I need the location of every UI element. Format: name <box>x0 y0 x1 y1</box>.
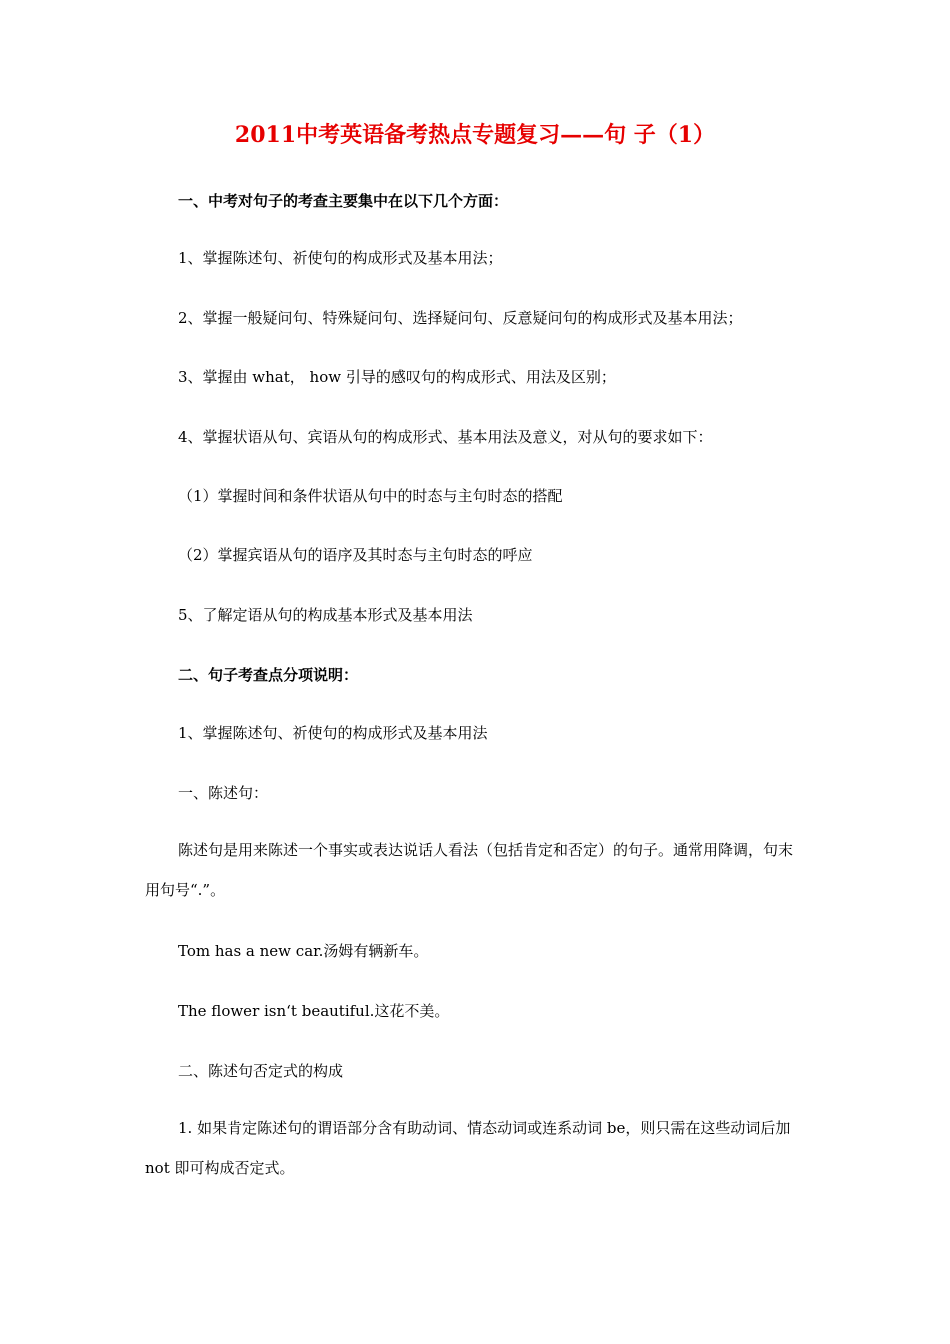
list-item: （1）掌握时间和条件状语从句中的时态与主句时态的搭配 <box>178 487 563 505</box>
list-item: 4、掌握状语从句、宾语从句的构成形式、基本用法及意义，对从句的要求如下： <box>178 428 713 446</box>
rule-paragraph: 1. 如果肯定陈述句的谓语部分含有助动词、情态动词或连系动词 be，则只需在这些动词后加 not 即可构成否定式。 <box>145 1119 791 1177</box>
list-item: （2）掌握宾语从句的语序及其时态与主句时态的呼应 <box>178 546 533 564</box>
subsection-heading: 一、陈述句： <box>178 784 269 802</box>
definition-paragraph: 陈述句是用来陈述一个事实或表达说话人看法（包括肯定和否定）的句子。通常用降调，句末用句号“.”。 <box>145 841 794 899</box>
section-heading-1: 一、中考对句子的考查主要集中在以下几个方面： <box>178 192 509 210</box>
document-title: 2011中考英语备考热点专题复习——句 子（1） <box>234 122 716 148</box>
section-heading-2: 二、句子考查点分项说明： <box>178 666 359 684</box>
subsection-heading: 1、掌握陈述句、祈使句的构成形式及基本用法 <box>178 724 488 742</box>
list-item: 1、掌握陈述句、祈使句的构成形式及基本用法； <box>178 249 503 267</box>
list-item: 3、掌握由 what， how 引导的感叹句的构成形式、用法及区别； <box>178 368 616 386</box>
list-item: 5、了解定语从句的构成基本形式及基本用法 <box>178 606 473 624</box>
list-item: 2、掌握一般疑问句、特殊疑问句、选择疑问句、反意疑问句的构成形式及基本用法； <box>178 309 743 327</box>
subsection-heading: 二、陈述句否定式的构成 <box>178 1062 344 1080</box>
example-sentence: Tom has a new car.汤姆有辆新车。 <box>178 942 429 960</box>
example-sentence: The flower isn‘t beautiful.这花不美。 <box>178 1002 450 1020</box>
